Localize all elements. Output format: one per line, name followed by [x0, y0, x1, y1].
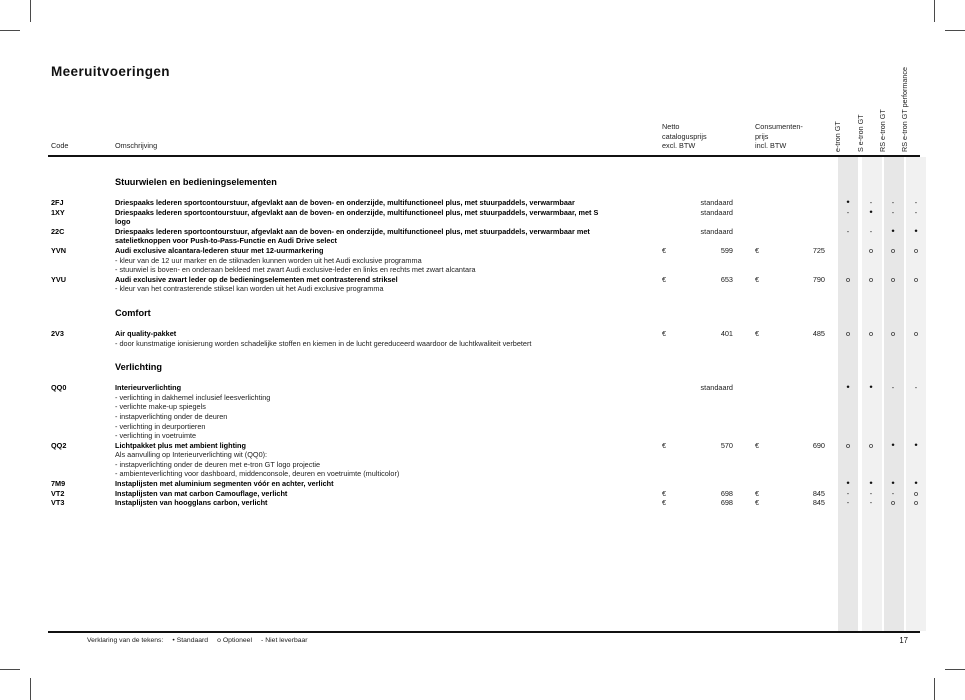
standard-dot-icon: • [172, 637, 175, 644]
legend-standard-label: Standaard [176, 637, 209, 644]
availability-marker: o [913, 488, 919, 498]
option-code: VT3 [51, 498, 65, 508]
option-code: 1XY [51, 207, 65, 217]
option-code: VT2 [51, 488, 65, 498]
table-row [48, 198, 928, 208]
section-rows [48, 198, 928, 294]
net-currency-symbol: € [662, 498, 667, 508]
availability-marker: o [845, 328, 851, 338]
price-zone [48, 246, 928, 256]
option-line: Air quality-pakket [115, 328, 177, 338]
price-zone [48, 441, 928, 451]
standard-label: standaard [700, 226, 733, 236]
availability-marker: • [891, 478, 895, 490]
header-line: prijs [755, 131, 769, 141]
availability-marker: o [890, 274, 896, 284]
crop-mark [945, 669, 965, 670]
option-line: Interieurverlichting [115, 383, 182, 393]
crop-mark [30, 0, 31, 22]
availability-marker: o [890, 498, 896, 508]
option-line: logo [115, 217, 131, 227]
header-line: catalogusprijs [662, 131, 707, 141]
net-currency-symbol: € [662, 440, 667, 450]
availability-marker: • [869, 206, 873, 218]
availability-marker: • [846, 382, 850, 394]
column-header-consumer-price [755, 122, 803, 151]
option-code: YVU [51, 274, 67, 284]
availability-marker: - [846, 498, 850, 508]
footer-legend [87, 637, 308, 644]
header-line: incl. BTW [755, 141, 787, 151]
price-zone [48, 498, 928, 508]
option-line: - kleur van het contrasterende stiksel kan worden uit het Audi exclusive programma [115, 284, 384, 294]
header-line: excl. BTW [662, 141, 696, 151]
table-section [48, 361, 928, 508]
availability-marker: o [868, 274, 874, 284]
availability-marker: o [890, 328, 896, 338]
availability-marker: o [913, 498, 919, 508]
availability-marker: • [891, 439, 895, 451]
crop-mark [945, 30, 965, 31]
consumer-currency-symbol: € [755, 328, 760, 338]
availability-marker: • [891, 225, 895, 237]
page-title: Meeruitvoeringen [51, 64, 170, 79]
availability-marker: • [846, 478, 850, 490]
standard-label: standaard [700, 207, 733, 217]
table-row [48, 441, 928, 479]
model-column-header-rs-etron-gt: RS e-tron GT [878, 109, 887, 152]
availability-marker: - [891, 488, 895, 498]
model-column-header-etron-gt: e-tron GT [833, 121, 842, 152]
price-zone [48, 198, 928, 208]
availability-marker: - [869, 226, 873, 236]
consumer-price-value: 725 [812, 245, 825, 255]
table-row [48, 275, 928, 294]
table-row [48, 246, 928, 275]
net-currency-symbol: € [662, 328, 667, 338]
table-body [48, 176, 928, 508]
crop-mark [0, 669, 20, 670]
availability-marker: - [891, 383, 895, 393]
consumer-price-value: 690 [812, 440, 825, 450]
table-section [48, 176, 928, 294]
option-line: - door kunstmatige ionisierung worden schadelijke stoffen en kiemen in de lucht gereduceerd waardoor de luchtkwaliteit verbetert [115, 338, 532, 348]
availability-marker: - [914, 198, 918, 207]
availability-marker: o [913, 328, 919, 338]
column-header-code: Code [51, 141, 69, 150]
availability-marker: - [869, 488, 873, 498]
consumer-price-value: 845 [812, 498, 825, 508]
option-line: - ambienteverlichting voor dashboard, middenconsole, deuren en voetruimte (multicolor) [115, 469, 400, 479]
table-row [48, 383, 928, 441]
option-line: Driespaaks lederen sportcontourstuur, afgevlakt aan de boven- en onderzijde, multifunctioneel plus, met stuurpaddels, verwarmbaar met [115, 226, 590, 236]
option-code: QQ0 [51, 383, 67, 393]
table-row [48, 329, 928, 348]
availability-marker: • [869, 382, 873, 394]
section-title: Comfort [115, 307, 151, 318]
option-line: - instapverlichting onder de deuren met e-tron GT logo projectie [115, 459, 321, 469]
availability-marker: o [913, 245, 919, 255]
column-header-description: Omschrijving [115, 141, 158, 150]
availability-marker: - [914, 383, 918, 393]
consumer-price-value: 845 [812, 488, 825, 498]
option-line: Audi exclusive zwart leder op de bedieningselementen met contrasterend striksel [115, 274, 398, 284]
availability-marker: • [914, 439, 918, 451]
availability-marker: - [914, 207, 918, 217]
net-price-value: 653 [720, 274, 733, 284]
option-code: 2V3 [51, 328, 64, 338]
net-currency-symbol: € [662, 488, 667, 498]
option-line: Lichtpakket plus met ambient lighting [115, 440, 246, 450]
option-code: 7M9 [51, 479, 66, 489]
table-row [48, 227, 928, 246]
table-section [48, 307, 928, 348]
option-line: Instaplijsten van hoogglans carbon, verlicht [115, 498, 268, 508]
availability-marker: • [914, 478, 918, 490]
availability-marker: o [868, 328, 874, 338]
option-line: - instapverlichting onder de deuren [115, 411, 228, 421]
crop-mark [934, 678, 935, 700]
crop-mark [934, 0, 935, 22]
section-title: Stuurwielen en bedieningselementen [115, 177, 277, 187]
crop-mark [0, 30, 20, 31]
net-currency-symbol: € [662, 274, 667, 284]
price-zone [48, 479, 928, 489]
price-zone [48, 383, 928, 393]
availability-marker: o [913, 274, 919, 284]
availability-marker: - [869, 198, 873, 207]
availability-marker: • [869, 478, 873, 490]
net-currency-symbol: € [662, 245, 667, 255]
optional-circle-icon: o [217, 637, 221, 644]
price-zone [48, 227, 928, 237]
consumer-price-value: 485 [812, 328, 825, 338]
legend-not-available-label: Niet leverbaar [265, 637, 308, 644]
option-line: - verlichting in voetruimte [115, 431, 197, 441]
price-zone [48, 208, 928, 218]
not-available-dash-icon: - [260, 637, 264, 644]
table-row [48, 479, 928, 489]
option-line: - verlichte make-up spiegels [115, 402, 206, 412]
price-zone [48, 489, 928, 499]
net-price-value: 599 [720, 245, 733, 255]
header-line: Netto [662, 122, 680, 131]
option-line: satelietknoppen voor Push-to-Pass-Functie en Audi Drive select [115, 236, 337, 246]
availability-marker: - [846, 226, 850, 236]
section-title: Verlichting [115, 362, 162, 373]
option-line: - verlichting in deurportieren [115, 421, 206, 431]
footer-rule [48, 631, 920, 633]
standard-label: standaard [700, 198, 733, 207]
option-code: 2FJ [51, 198, 64, 207]
availability-marker: o [868, 440, 874, 450]
availability-marker: • [846, 197, 850, 208]
price-zone [48, 275, 928, 285]
availability-marker: o [845, 274, 851, 284]
net-price-value: 698 [720, 498, 733, 508]
option-line: Instaplijsten met aluminium segmenten vóór en achter, verlicht [115, 479, 334, 489]
column-header-net-price [662, 122, 707, 151]
option-line: - kleur van de 12 uur marker en de stiknaden kunnen worden uit het Audi exclusive programma [115, 255, 422, 265]
legend-optional-label: Optioneel [222, 637, 252, 644]
section-rows [48, 329, 928, 348]
legend-prefix: Verklaring van de tekens: [87, 637, 164, 644]
option-line: Driespaaks lederen sportcontourstuur, afgevlakt aan de boven- en onderzijde, multifunctioneel plus, met stuurpaddels, verwarmbaar [115, 198, 575, 207]
availability-marker: • [914, 225, 918, 237]
availability-marker: - [891, 207, 895, 217]
availability-marker: - [846, 488, 850, 498]
net-price-value: 570 [720, 440, 733, 450]
net-price-value: 401 [720, 328, 733, 338]
option-line: Instaplijsten van mat carbon Camouflage, verlicht [115, 488, 288, 498]
availability-marker: - [846, 207, 850, 217]
option-code: 22C [51, 226, 65, 236]
availability-marker: o [845, 440, 851, 450]
header-line: Consumenten- [755, 122, 803, 131]
option-code: QQ2 [51, 440, 67, 450]
consumer-currency-symbol: € [755, 245, 760, 255]
option-code: YVN [51, 245, 67, 255]
standard-label: standaard [700, 383, 733, 393]
availability-marker: o [890, 245, 896, 255]
consumer-currency-symbol: € [755, 440, 760, 450]
option-line: - verlichting in dakhemel inclusief leesverlichting [115, 392, 271, 402]
page-number: 17 [899, 636, 908, 645]
model-column-header-s-etron-gt: S e-tron GT [856, 114, 865, 152]
table-row [48, 208, 928, 227]
availability-marker: o [868, 245, 874, 255]
model-column-header-rs-etron-gt-performance: RS e-tron GT performance [900, 67, 909, 152]
consumer-currency-symbol: € [755, 488, 760, 498]
availability-marker: - [869, 498, 873, 508]
availability-marker: - [891, 198, 895, 207]
crop-mark [30, 678, 31, 700]
section-rows [48, 383, 928, 508]
option-line: Audi exclusive alcantara-lederen stuur met 12-uurmarkering [115, 245, 324, 255]
consumer-currency-symbol: € [755, 274, 760, 284]
net-price-value: 698 [720, 488, 733, 498]
price-zone [48, 329, 928, 339]
header-rule [48, 155, 920, 157]
table-row [48, 498, 928, 508]
consumer-price-value: 790 [812, 274, 825, 284]
table-row [48, 489, 928, 499]
option-line: Als aanvulling op Interieurverlichting wit (QQ0): [115, 450, 268, 460]
option-line: Driespaaks lederen sportcontourstuur, afgevlakt aan de boven- en onderzijde, multifunctioneel plus, met stuurpaddels, verwarmbaar, met S [115, 207, 599, 217]
option-line: - stuurwiel is boven- en onderaan bekleed met zwart Audi exclusive-leder en links en rechts met zwart alcantara [115, 265, 476, 275]
consumer-currency-symbol: € [755, 498, 760, 508]
